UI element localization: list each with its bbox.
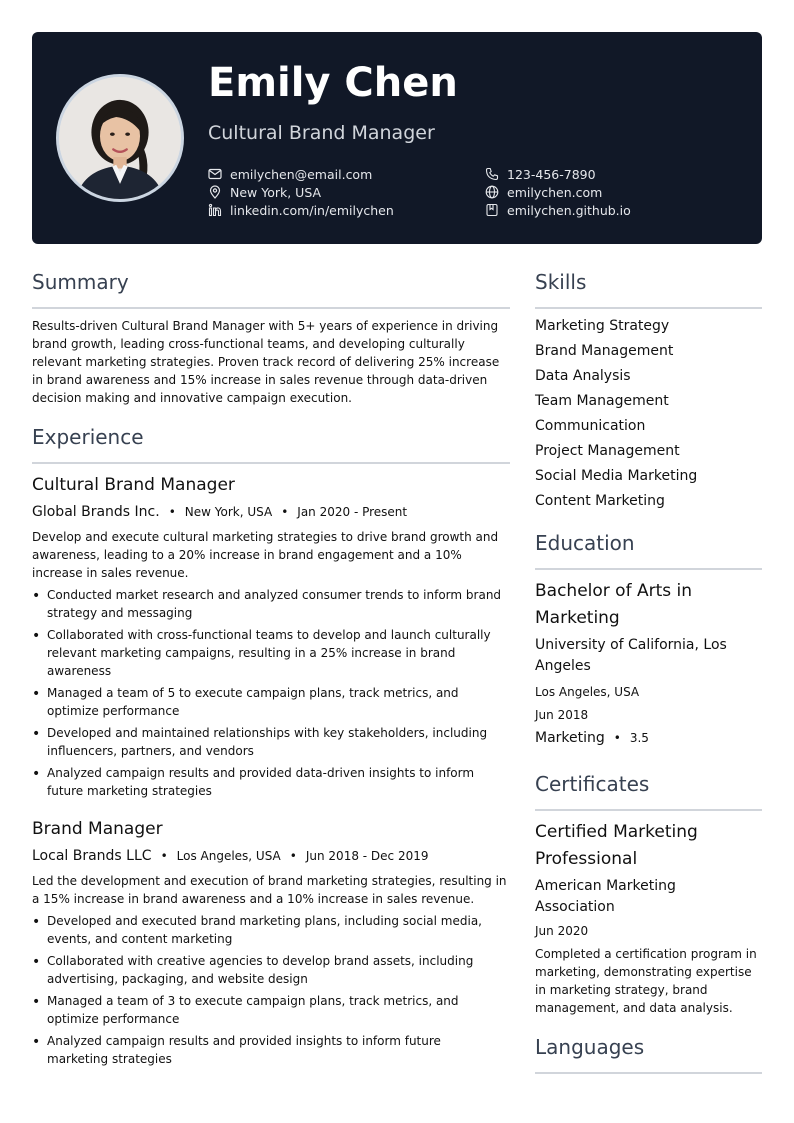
contact-phone[interactable] [485,165,596,183]
separator-dot: • [281,505,289,519]
contact-email[interactable] [208,165,372,183]
contact-linkedin[interactable] [208,201,394,219]
list-item: • Collaborated with creative agencies to develop brand assets, including advertising, packaging, and website design [32,952,502,988]
job-meta [32,504,407,520]
skills-divider [535,307,762,309]
skill-item: Social Media Marketing [535,468,698,484]
education-school: University of California, Los Angeles [535,637,727,674]
education-gpa: 3.5 [629,731,649,745]
experience-heading: Experience [32,425,144,449]
job-meta [32,848,429,864]
contact-github[interactable] [485,201,631,219]
job-location: New York, USA [184,505,273,519]
profile-photo [59,77,181,199]
contact-github-text: emilychen.github.io [507,202,631,218]
avatar [56,74,184,202]
languages-divider [535,1072,762,1074]
job-description: Develop and execute cultural marketing strategies to drive brand growth and awareness, leading to a 20% increase in brand engagement and a 10% increase in sales revenue. [32,530,499,580]
list-item: • Conducted market research and analyzed consumer trends to inform brand strategy and messaging [32,586,512,622]
education-date: Jun 2018 [535,708,589,722]
list-item: • Collaborated with cross-functional teams to develop and launch culturally relevant marketing campaigns, resulting in a 25% increase in brand awareness [32,626,512,680]
linkedin-icon [208,203,222,217]
job-location: Los Angeles, USA [176,849,281,863]
map-pin-icon [208,185,222,199]
job-description: Led the development and execution of brand marketing strategies, resulting in a 15% increase in brand awareness and a 10% increase in sales revenue. [32,874,507,906]
summary-text: Results-driven Cultural Brand Manager with 5+ years of experience in driving brand growth, leading cross-functional teams, and developing culturally relevant marketing strategies. Proven track record of delivering 25% increase in brand awareness and 15% increase in sales revenue through data-driven decision making and innovative campaign execution. [32,319,500,405]
skill-item: Marketing Strategy [535,318,670,334]
globe-icon [485,185,499,199]
separator-dot: • [289,849,297,863]
list-item: • Analyzed campaign results and provided insights to inform future marketing strategies [32,1032,502,1068]
skill-item: Brand Management [535,343,674,359]
education-location: Los Angeles, USA [535,685,640,699]
certificates-divider [535,809,762,811]
job-dates: Jan 2020 - Present [297,505,408,519]
job-dates: Jun 2018 - Dec 2019 [305,849,429,863]
contact-phone-text: 123-456-7890 [507,166,596,182]
education-heading: Education [535,531,635,555]
job-company: Global Brands Inc. [32,504,160,520]
summary-heading: Summary [32,270,129,294]
mail-icon [208,167,222,181]
list-item: • Managed a team of 5 to execute campaign plans, track metrics, and optimize performance [32,684,512,720]
skill-item: Team Management [535,393,669,409]
languages-heading: Languages [535,1035,645,1059]
candidate-name: Emily Chen [208,60,458,106]
skill-item: Data Analysis [535,368,631,384]
list-item: • Developed and maintained relationships with key stakeholders, including influencers, partners, and vendors [32,724,512,760]
phone-icon [485,167,499,181]
skill-item: Content Marketing [535,493,665,509]
education-degree: Bachelor of Arts in Marketing [535,581,693,628]
job-title: Brand Manager [32,819,163,839]
skill-item: Communication [535,418,646,434]
job-bullets [32,586,512,804]
contact-location [208,183,321,201]
certificates-heading: Certificates [535,772,650,796]
separator-dot: • [168,505,176,519]
certificate-name: Certified Marketing Professional [535,822,698,869]
education-divider [535,568,762,570]
bookmark-icon [485,203,499,217]
list-item: • Developed and executed brand marketing plans, including social media, events, and content marketing [32,912,502,948]
resume-header [32,32,762,244]
certificate-date: Jun 2020 [535,924,589,938]
list-item: • Managed a team of 3 to execute campaign plans, track metrics, and optimize performance [32,992,502,1028]
summary-divider [32,307,510,309]
job-bullets [32,912,502,1072]
list-item: • Analyzed campaign results and provided data-driven insights to inform future marketing strategies [32,764,512,800]
contact-linkedin-text: linkedin.com/in/emilychen [230,202,394,218]
contact-website-text: emilychen.com [507,184,603,200]
experience-divider [32,462,510,464]
separator-dot: • [613,731,621,745]
job-company: Local Brands LLC [32,848,152,864]
education-major-gpa [535,730,649,746]
certificate-description: Completed a certification program in marketing, demonstrating expertise in marketing strategy, brand management, and data analysis. [535,947,757,1015]
separator-dot: • [160,849,168,863]
candidate-role: Cultural Brand Manager [208,122,435,144]
contact-website[interactable] [485,183,602,201]
skill-item: Project Management [535,443,680,459]
education-major: Marketing [535,730,605,746]
contact-email-text: emilychen@email.com [230,166,373,182]
contact-location-text: New York, USA [230,184,322,200]
skills-heading: Skills [535,270,587,294]
job-title: Cultural Brand Manager [32,475,235,495]
certificate-issuer: American Marketing Association [535,878,676,915]
